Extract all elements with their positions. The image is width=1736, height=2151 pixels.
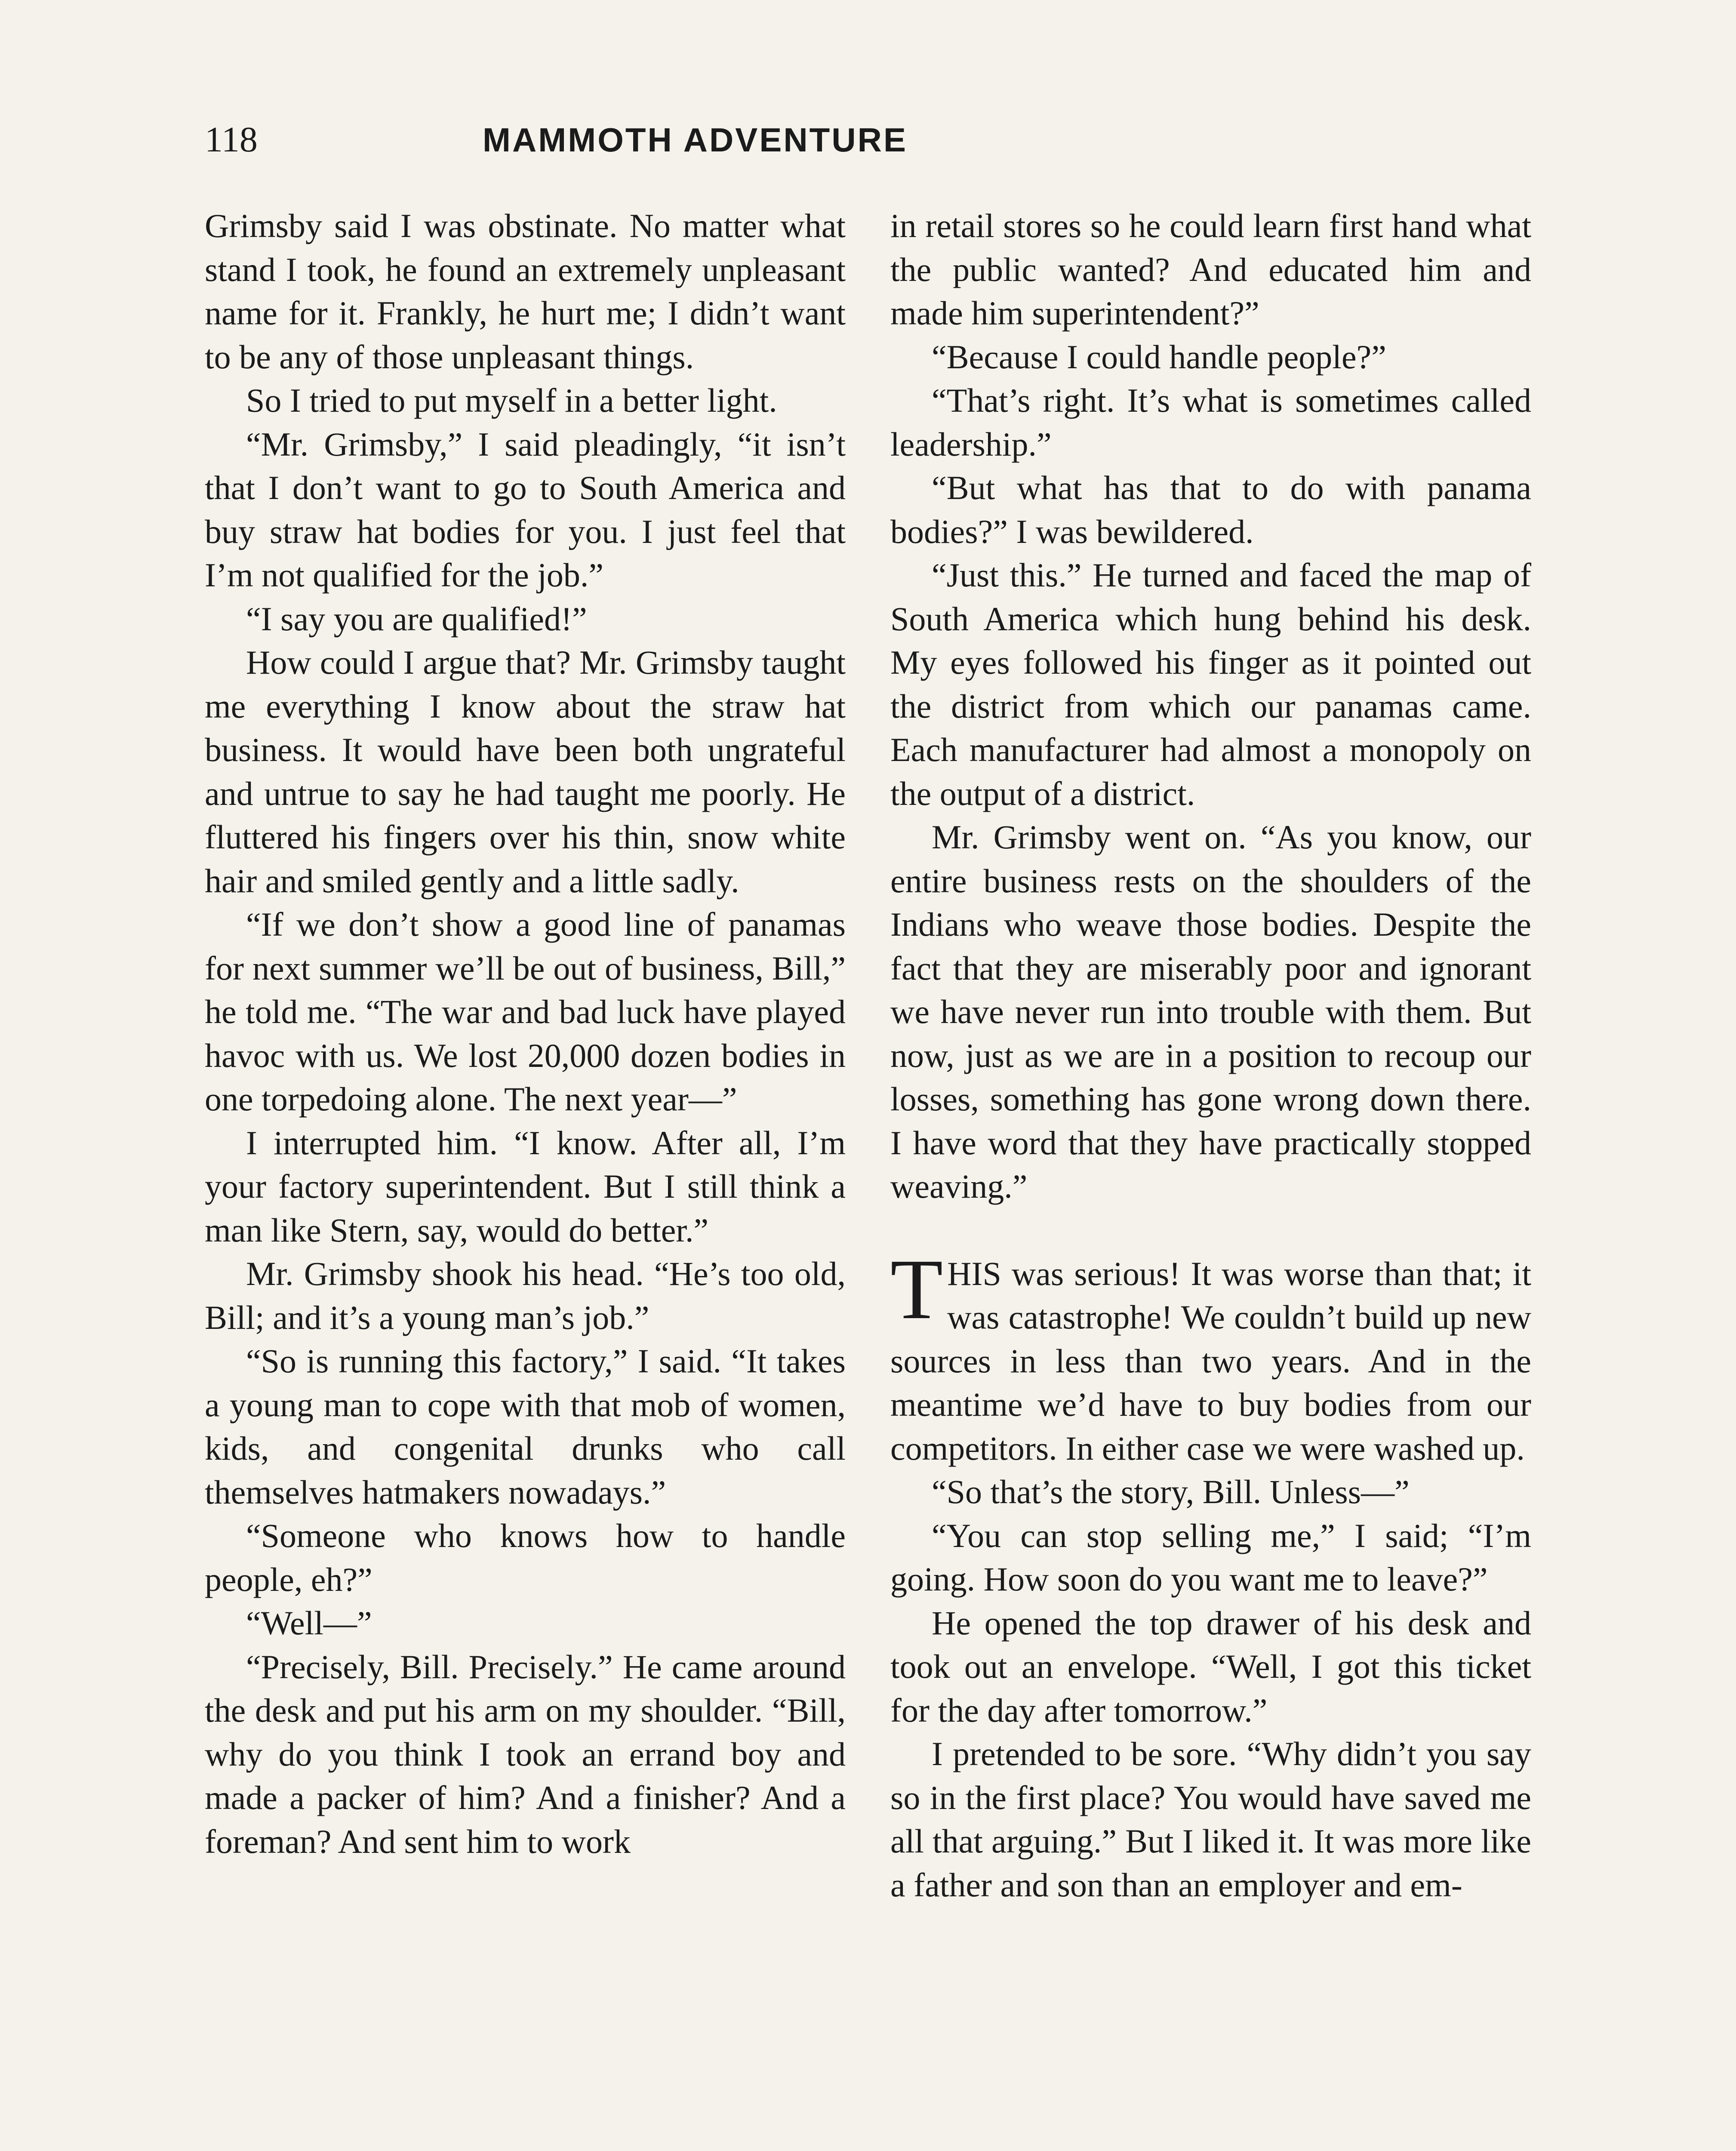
paragraph: “If we don’t show a good line of panamas for next summer we’ll be out of business, Bill,” he told me. “The war and bad luck have played havoc with us. We lost 20,000 dozen bodies in one torpedoing alone. The next year—” xyxy=(205,906,846,1118)
paragraph: “I say you are qualified!” xyxy=(246,600,587,638)
paragraph: “Just this.” He turned and faced the map of South America which hung behind his desk. My eyes followed his finger as it pointed out the district from which our panamas came. Each manufacturer had almost a monopoly on the output of a district. xyxy=(890,556,1531,812)
paragraph: “Well—” xyxy=(246,1604,372,1642)
running-title: MAMMOTH ADVENTURE xyxy=(482,121,908,159)
drop-cap: T xyxy=(890,1242,943,1337)
paragraph: “You can stop selling me,” I said; “I’m going. How soon do you want me to leave?” xyxy=(890,1516,1531,1598)
paragraph: “Because I could handle people?” xyxy=(932,338,1386,376)
paragraph: Grimsby said I was obstinate. No matter what stand I took, he found an extremely unpleasant name for it. Frankly, he hurt me; I didn’t want to be any of those unpleasant things. xyxy=(205,207,846,376)
paragraph: He opened the top drawer of his desk and took out an envelope. “Well, I got this ticket for the day after tomorrow.” xyxy=(890,1604,1531,1729)
paragraph: in retail stores so he could learn first hand what the public wanted? And educated him and made him superintendent?” xyxy=(890,207,1531,332)
paragraph: “Mr. Grimsby,” I said pleadingly, “it isn’t that I don’t want to go to South America and buy straw hat bodies for you. I just feel that I’m not qualified for the job.” xyxy=(205,425,846,594)
section-opening-paragraph xyxy=(890,1242,1531,1470)
paragraph: “So is running this factory,” I said. “It takes a young man to cope with that mob of women, kids, and congenital drunks who call themselves hatmakers nowadays.” xyxy=(205,1342,846,1511)
paragraph: Mr. Grimsby shook his head. “He’s too old, Bill; and it’s a young man’s job.” xyxy=(205,1255,846,1336)
paragraph: “That’s right. It’s what is sometimes called leadership.” xyxy=(890,382,1531,463)
paragraph: “But what has that to do with panama bodies?” I was bewildered. xyxy=(890,469,1531,550)
right-column xyxy=(890,204,1531,1907)
paragraph: How could I argue that? Mr. Grimsby taught me everything I know about the straw hat business. It would have been both ungrateful and untrue to say he had taught me poorly. He fluttered his fingers over his thin, snow white hair and smiled gently and a little sadly. xyxy=(205,644,846,900)
page-number: 118 xyxy=(205,120,258,160)
page-header xyxy=(205,116,1074,163)
section-opening-text: HIS was serious! It was worse than that; it was catastrophe! We couldn’t build up new sources in less than two years. And in the meantime we’d have to buy bodies from our competitors. In either case we were washed up. xyxy=(890,1254,1531,1467)
paragraph: “So that’s the story, Bill. Unless—” xyxy=(932,1473,1410,1510)
paragraph: “Precisely, Bill. Precisely.” He came around the desk and put his arm on my shoulder. “Bill, why do you think I took an errand boy and made a packer of him? And a finisher? And a foreman? And sent him to work xyxy=(205,1648,846,1860)
paragraph: Mr. Grimsby went on. “As you know, our entire business rests on the shoulders of the Indians who weave those bodies. Despite the fact that they are miserably poor and ignorant we have never run into trouble with them. But now, just as we are in a position to recoup our losses, something has gone wrong down there. I have word that they have practically stopped weaving.” xyxy=(890,818,1531,1205)
paragraph: So I tried to put myself in a better light. xyxy=(246,382,777,419)
left-column xyxy=(205,204,846,1863)
paragraph: “Someone who knows how to handle people, eh?” xyxy=(205,1517,846,1598)
paragraph: I interrupted him. “I know. After all, I’m your factory superintendent. But I still think a man like Stern, say, would do better.” xyxy=(205,1124,846,1249)
paragraph: I pretended to be sore. “Why didn’t you say so in the first place? You would have saved me all that arguing.” But I liked it. It was more like a father and son than an employer and em- xyxy=(890,1735,1531,1904)
